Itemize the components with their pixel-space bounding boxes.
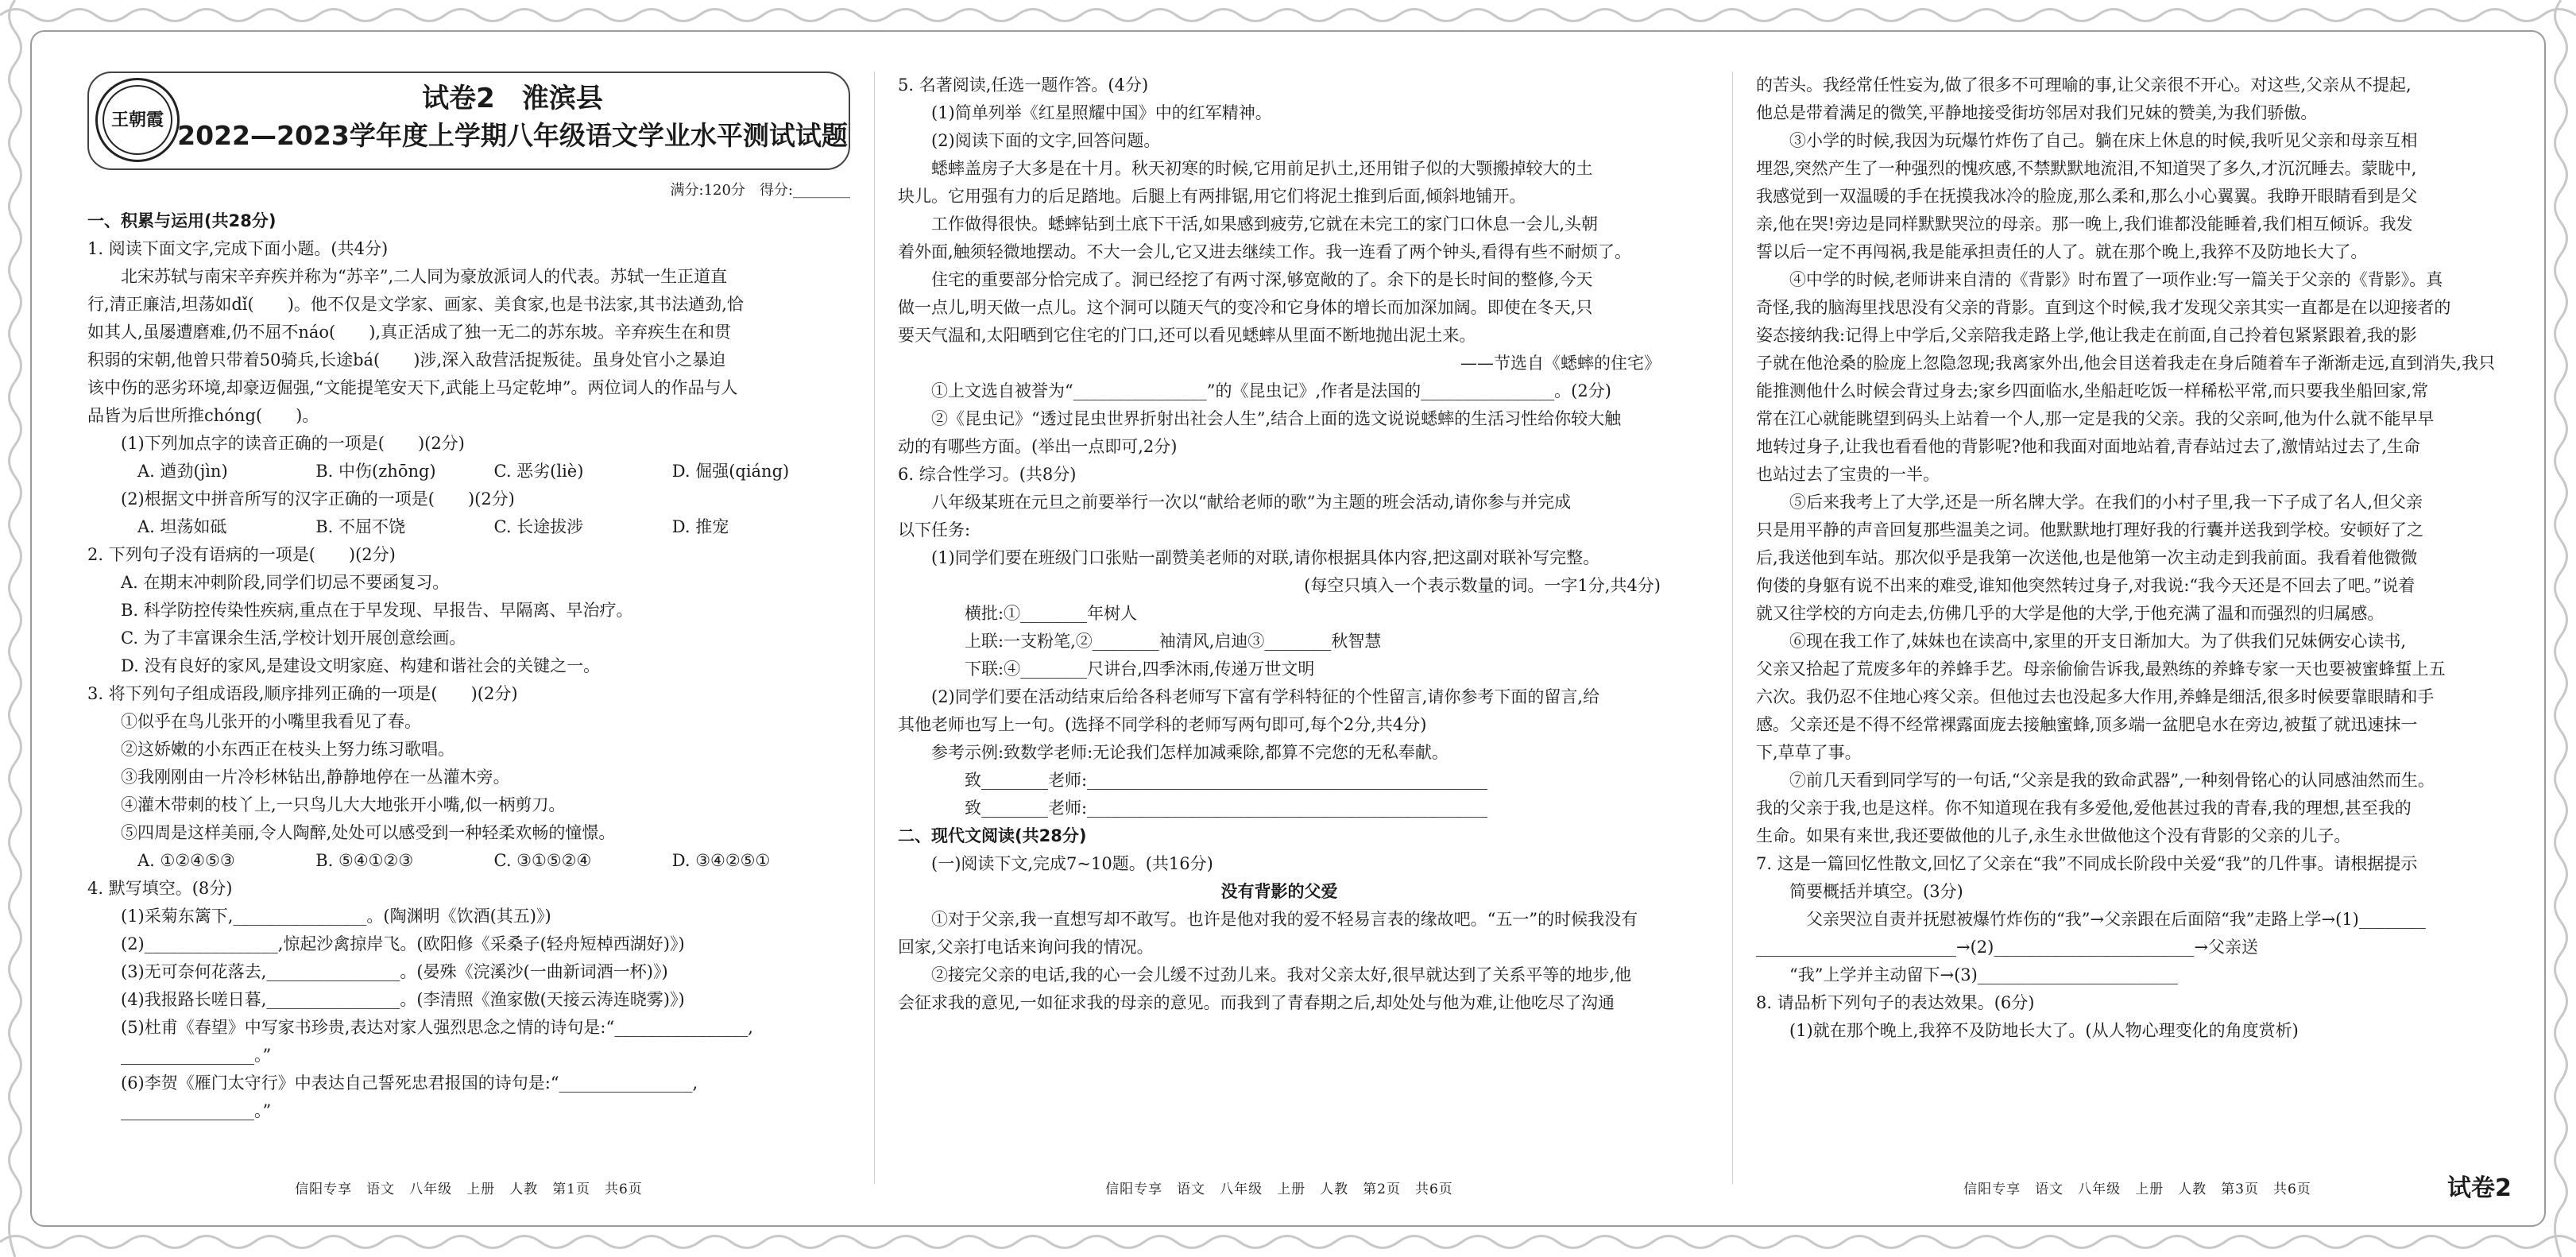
col2-line: (每空只填入一个表示数量的词。一字1分,共4分) xyxy=(1304,576,1661,595)
answer-option: A. 坦荡如砥 xyxy=(137,517,227,536)
col3-line: 埋怨,突然产生了一种强烈的愧疚感,不禁默默地流泪,不知道哭了多久,才沉沉睡去。蒙眬中, xyxy=(1756,159,2417,178)
col3-line: 生命。如果有来世,我还要做他的儿子,永生永世做他这个没有背影的父亲的儿子。 xyxy=(1756,826,2351,845)
col3-line: ③小学的时候,我因为玩爆竹炸伤了自己。躺在床上休息的时候,我听见父亲和母亲互相 xyxy=(1789,131,2418,150)
footer-page-2: 信阳专享 语文 八年级 上册 人教 第2页 共6页 xyxy=(1105,1182,1453,1197)
col1-line: 1. 阅读下面文字,完成下面小题。(共4分) xyxy=(87,239,389,258)
col1-line: (1)采菊东篱下,________________。(陶渊明《饮酒(其五)》) xyxy=(121,907,551,926)
col1-line: 4. 默写填空。(8分) xyxy=(87,879,233,898)
col3-line: 地转过身子,让我也看看他的背影呢?他和我面对面地站着,青春站过去了,激情站过去了,生命 xyxy=(1756,437,2420,456)
col2-line: 没有背影的父爱 xyxy=(1220,882,1338,901)
title-box xyxy=(87,72,850,170)
col2-line: 着外面,触须轻微地摆动。不大一会儿,它又进去继续工作。我一连看了两个钟头,看得有些不耐烦了。 xyxy=(898,242,1632,261)
col2-line: 参考示例:致数学老师:无论我们怎样加减乘除,都算不完您的无私奉献。 xyxy=(931,743,1449,762)
wavy-border-top xyxy=(0,0,2576,30)
col3-line: ________________________→(2)________________________→父亲送 xyxy=(1756,938,2258,957)
col2-line: ①对于父亲,我一直想写却不敢写。也许是他对我的爱不轻易言表的缘故吧。“五一”的时候我没有 xyxy=(931,910,1638,929)
col2-line: 要天气温和,太阳晒到它住宅的门口,还可以看见蟋蟀从里面不断地抛出泥土来。 xyxy=(898,326,1476,345)
col3-line: 只是用平静的声音回复那些温美之词。他默默地打理好我的行囊并送我到学校。安顿好了之 xyxy=(1756,520,2423,540)
col1-line xyxy=(87,458,850,485)
answer-option: A. ①②④⑤③ xyxy=(137,851,235,870)
col3-line: 能推测他什么时候会背过身去;家乡四面临水,坐船赶吃饭一样稀松平常,而只要我坐船回家,常 xyxy=(1756,381,2429,400)
col2-line: ①上文选自被誉为“________________”的《昆虫记》,作者是法国的________________。(2分) xyxy=(931,381,1611,400)
col1-line: (3)无可奈何花落去,________________。(晏殊《浣溪沙(一曲新词酒一杯)》) xyxy=(121,962,668,981)
col1-line: C. 为了丰富课余生活,学校计划开展创意绘画。 xyxy=(121,628,466,648)
column-2-body xyxy=(898,72,1661,1017)
col1-line: ⑤四周是这样美丽,令人陶醉,处处可以感受到一种轻柔欢畅的憧憬。 xyxy=(121,823,616,842)
col1-line: 行,清正廉洁,坦荡如dǐ( )。他不仅是文学家、画家、美食家,也是书法家,其书法遒劲,恰 xyxy=(87,295,744,314)
col2-line: ②《昆虫记》“透过昆虫世界折射出社会人生”,结合上面的选文说说蟋蟀的生活习性给你较大触 xyxy=(931,409,1622,428)
col2-line: (一)阅读下文,完成7~10题。(共16分) xyxy=(931,854,1213,873)
answer-option: B. 中伤(zhōng) xyxy=(315,462,436,481)
paper-title: 试卷2 淮滨县 xyxy=(422,83,603,114)
col2-line: 做一点儿,明天做一点儿。这个洞可以随天气的变冷和它身体的增长而加深加阔。即使在冬天,只 xyxy=(898,298,1593,317)
answer-option: B. 不屈不饶 xyxy=(315,517,406,536)
col2-line: 其他老师也写上一句。(选择不同学科的老师写两句即可,每个2分,共4分) xyxy=(898,715,1427,734)
col3-line: 的苦头。我经常任性妄为,做了很多不可理喻的事,让父亲很不开心。对这些,父亲从不提起, xyxy=(1756,75,2412,95)
col2-line: 块儿。它用强有力的后足踏地。后腿上有两排锯,用它们将泥土推到后面,倾斜地铺开。 xyxy=(898,187,1526,206)
col3-line: 父亲哭泣自责并抚慰被爆竹炸伤的“我”→父亲跟在后面陪“我”走路上学→(1)________ xyxy=(1789,910,2426,929)
col1-line: ②这娇嫩的小东西正在枝头上努力练习歌唱。 xyxy=(121,740,454,759)
wavy-border-left xyxy=(0,0,30,1257)
answer-option: D. ③④②⑤① xyxy=(671,851,771,870)
col2-line: 6. 综合性学习。(共8分) xyxy=(898,465,1077,484)
col2-line: 上联:一支粉笔,②________袖清风,启迪③________秋智慧 xyxy=(965,632,1382,651)
col3-line: ④中学的时候,老师讲来自清的《背影》时布置了一项作业:写一篇关于父亲的《背影》。真 xyxy=(1789,270,2443,289)
footer-page-3: 信阳专享 语文 八年级 上册 人教 第3页 共6页 xyxy=(1963,1182,2311,1197)
publisher-logo xyxy=(95,78,180,162)
col3-line: ⑥现在我工作了,妹妹也在读高中,家里的开支日渐加大。为了供我们兄妹俩安心读书, xyxy=(1789,632,2407,651)
col3-line: 7. 这是一篇回忆性散文,回忆了父亲在“我”不同成长阶段中关爱“我”的几件事。请根据提示 xyxy=(1756,854,2418,873)
page-column-3 xyxy=(1756,72,2519,1045)
col1-line: ①似乎在鸟儿张开的小嘴里我看见了春。 xyxy=(121,712,421,731)
page-column-1 xyxy=(87,72,850,1125)
answer-option: B. ⑤④①②③ xyxy=(315,851,414,870)
col3-line: 佝偻的身躯有说不出来的难受,谁知他突然转过身子,对我说:“我今天还是不回去了吧。”说着 xyxy=(1756,576,2415,595)
col2-line: (1)简单列举《红星照耀中国》中的红军精神。 xyxy=(931,103,1272,122)
col1-line: 2. 下列句子没有语病的一项是( )(2分) xyxy=(87,545,396,564)
col3-line: “我”上学并主动留下→(3)________________________ xyxy=(1789,965,2178,984)
page-column-2 xyxy=(898,72,1661,1017)
col1-line xyxy=(87,847,850,875)
col1-line xyxy=(87,513,850,541)
col3-line: ⑦前几天看到同学写的一句话,“父亲是我的致命武器”,一种刻骨铭心的认同感油然而生。 xyxy=(1789,771,2435,790)
col3-line: 六次。我仍忍不住地心疼父亲。但他过去也没起多大作用,养蜂是细活,很多时候要靠眼睛和手 xyxy=(1756,687,2435,706)
col2-line: 以下任务: xyxy=(898,520,971,540)
col2-line: 回家,父亲打电话来询问我的情况。 xyxy=(898,938,1154,957)
col2-line: 工作做得很快。蟋蟀钻到土底下干活,如果感到疲劳,它就在未完工的家门口休息一会儿,头朝 xyxy=(931,215,1599,234)
col1-line: (1)下列加点字的读音正确的一项是( )(2分) xyxy=(121,434,465,453)
col2-line: 二、现代文阅读(共28分) xyxy=(898,826,1087,845)
col1-line: B. 科学防控传染性疾病,重点在于早发现、早报告、早隔离、早治疗。 xyxy=(121,601,633,620)
col2-line: 致________老师:________________________________________________ xyxy=(965,771,1488,790)
col1-line: (5)杜甫《春望》中写家书珍贵,表达对家人强烈思念之情的诗句是:“________________, xyxy=(121,1018,753,1037)
wavy-border-bottom xyxy=(0,1227,2576,1257)
col1-line: A. 在期末冲刺阶段,同学们切忌不要函复习。 xyxy=(121,573,450,592)
col1-line: (2)________________,惊起沙禽掠岸飞。(欧阳修《采桑子(轻舟短棹西湖好)》) xyxy=(121,934,685,953)
answer-option: A. 遒劲(jìn) xyxy=(137,462,228,481)
answer-option: C. ③①⑤②④ xyxy=(493,851,592,870)
col1-line: (4)我报路长嗟日暮,________________。(李清照《渔家傲(天接云涛连晓雾)》) xyxy=(121,990,685,1009)
col2-line: 横批:①________年树人 xyxy=(965,604,1138,623)
score-line: 满分:120分 得分:________ xyxy=(670,182,850,199)
col3-line: 后,我送他到车站。那次似乎是我第一次送他,也是他第一次主动走到我前面。我看着他微微 xyxy=(1756,548,2418,567)
col3-line: 下,草草了事。 xyxy=(1756,743,1862,762)
col2-line: 住宅的重要部分恰完成了。洞已经挖了有两寸深,够宽敞的了。余下的是长时间的整修,今天 xyxy=(931,270,1593,289)
col2-line: ——节选自《蟋蟀的住宅》 xyxy=(1460,354,1661,373)
column-3-body xyxy=(1756,72,2519,1045)
col3-line: 就又往学校的方向走去,仿佛几乎的大学是他的大学,于他充满了温和而强烈的归属感。 xyxy=(1756,604,2385,623)
col3-line: 感。父亲还是不得不经常裸露面庞去接触蜜蜂,顶多端一盆肥皂水在旁边,被蜇了就迅速抹一 xyxy=(1756,715,2418,734)
answer-option: C. 长途拔涉 xyxy=(493,517,584,536)
col3-line: 子就在他沧桑的脸庞上忽隐忽现;我离家外出,他会目送着我走在身后随着车子渐渐走远,直到消失,我只 xyxy=(1756,354,2496,373)
footer-page-1: 信阳专享 语文 八年级 上册 人教 第1页 共6页 xyxy=(295,1182,643,1197)
col1-line: ________________。” xyxy=(121,1046,272,1065)
col2-line: 蟋蟀盖房子大多是在十月。秋天初寒的时候,它用前足扒土,还用钳子似的大颚搬掉较大的土 xyxy=(931,159,1593,178)
col3-line: ⑤后来我考上了大学,还是一所名牌大学。在我们的小村子里,我一下子成了名人,但父亲 xyxy=(1789,493,2423,512)
col2-line: 致________老师:________________________________________________ xyxy=(965,799,1488,818)
col3-line: 他总是带着满足的微笑,平静地接受街坊邻居对我们兄妹的赞美,为我们骄傲。 xyxy=(1756,103,2318,122)
col3-line: 奇怪,我的脑海里找思没有父亲的背影。直到这个时候,我才发现父亲其实一直都是在以迎接者的 xyxy=(1756,298,2451,317)
col3-line: 我的父亲于我,也是这样。你不知道现在我有多爱他,爱他甚过我的青春,我的理想,甚至我的 xyxy=(1756,799,2412,818)
col1-line: ________________。” xyxy=(121,1101,272,1120)
col3-line: 常在江心就能眺望到码头上站着一个人,那一定是我的父亲。我的父亲呵,他为什么就不能早早 xyxy=(1756,409,2435,428)
col1-line: ③我刚刚由一片冷杉林钻出,静静地停在一丛灌木旁。 xyxy=(121,768,510,787)
col3-line: 8. 请品析下列句子的表达效果。(6分) xyxy=(1756,993,2035,1012)
wavy-border-right xyxy=(2546,0,2576,1257)
col1-line: 品皆为后世所推chóng( )。 xyxy=(87,406,319,425)
col1-line: D. 没有良好的家风,是建设文明家庭、构建和谐社会的关键之一。 xyxy=(121,656,601,675)
col1-line: 该中伤的恶劣环境,却豪迈倔强,“文能提笔安天下,武能上马定乾坤”。两位词人的作品与人 xyxy=(87,378,738,397)
column-1-body xyxy=(87,207,850,1125)
answer-option: D. 倔强(qiáng) xyxy=(671,462,790,481)
col1-line: 北宋苏轼与南宋辛弃疾并称为“苏辛”,二人同为豪放派词人的代表。苏轼一生正道直 xyxy=(121,267,728,286)
paper-tag: 试卷2 xyxy=(2447,1174,2512,1202)
col1-line: 一、积累与运用(共28分) xyxy=(87,211,277,230)
col2-line: 会征求我的意见,一如征求我的母亲的意见。而我到了青春期之后,却处处与他为难,让他吃尽了沟通 xyxy=(898,993,1615,1012)
col3-line: 简要概括并填空。(3分) xyxy=(1789,882,1963,901)
col2-line: (1)同学们要在班级门口张贴一副赞美老师的对联,请你根据具体内容,把这副对联补写完整。 xyxy=(931,548,1600,567)
col1-line: 积弱的宋朝,他曾只带着50骑兵,长途bá( )涉,深入敌营活捉叛徒。虽身处官小之暴迫 xyxy=(87,350,726,369)
col2-line: 动的有哪些方面。(举出一点即可,2分) xyxy=(898,437,1178,456)
col3-line: 亲,他在哭!旁边是同样默默哭泣的母亲。那一晚上,我们谁都没能睡着,我们相互倾诉。我发 xyxy=(1756,215,2413,234)
col1-line: (6)李贺《雁门太守行》中表达自己誓死忠君报国的诗句是:“________________, xyxy=(121,1073,698,1093)
col2-line: (2)阅读下面的文字,回答问题。 xyxy=(931,131,1161,150)
col1-line: (2)根据文中拼音所写的汉字正确的一项是( )(2分) xyxy=(121,489,515,509)
col3-line: 誓以后一定不再闯祸,我是能承担责任的人了。就在那个晚上,我猝不及防地长大了。 xyxy=(1756,242,2368,261)
paper-subtitle: 2022—2023学年度上学期八年级语文学业水平测试试题 xyxy=(177,120,848,151)
column-divider-2 xyxy=(1732,72,1733,1184)
col1-line: ④灌木带刺的枝丫上,一只鸟儿大大地张开小嘴,似一柄剪刀。 xyxy=(121,795,566,814)
column-divider-1 xyxy=(874,72,875,1184)
col3-line: (1)就在那个晚上,我猝不及防地长大了。(从人物心理变化的角度赏析) xyxy=(1789,1021,2299,1040)
col3-line: 我感觉到一双温暖的手在抚摸我冰冷的脸庞,那么柔和,那么小心翼翼。我睁开眼睛看到是父 xyxy=(1756,187,2418,206)
col3-line: 姿态接纳我:记得上中学后,父亲陪我走路上学,他让我走在前面,自己拎着包紧紧跟着,我的影 xyxy=(1756,326,2417,345)
col2-line: ②接完父亲的电话,我的心一会儿缓不过劲儿来。我对父亲太好,很早就达到了关系平等的地步,他 xyxy=(931,965,1632,984)
logo-text: 王朝霞 xyxy=(110,109,164,130)
col3-line: 父亲又拾起了荒废多年的养蜂手艺。母亲偷偷告诉我,最熟练的养蜂专家一天也要被蜜蜂蜇上五 xyxy=(1756,659,2446,679)
col2-line: 下联:④________尺讲台,四季沐雨,传递万世文明 xyxy=(965,659,1315,679)
answer-option: D. 推宠 xyxy=(671,517,729,536)
col2-line: 5. 名著阅读,任选一题作答。(4分) xyxy=(898,75,1149,95)
answer-option: C. 恶劣(liè) xyxy=(493,462,584,481)
col3-line: 也站过去了宝贵的一半。 xyxy=(1756,465,1940,484)
col1-line: 如其人,虽屡遭磨难,仍不屈不náo( ),真正活成了独一无二的苏东坡。辛弃疾生在和贯 xyxy=(87,323,732,342)
col2-line: 八年级某班在元旦之前要举行一次以“献给老师的歌”为主题的班会活动,请你参与并完成 xyxy=(931,493,1572,512)
col2-line: (2)同学们要在活动结束后给各科老师写下富有学科特征的个性留言,请你参考下面的留言,给 xyxy=(931,687,1600,706)
col1-line: 3. 将下列句子组成语段,顺序排列正确的一项是( )(2分) xyxy=(87,684,518,703)
